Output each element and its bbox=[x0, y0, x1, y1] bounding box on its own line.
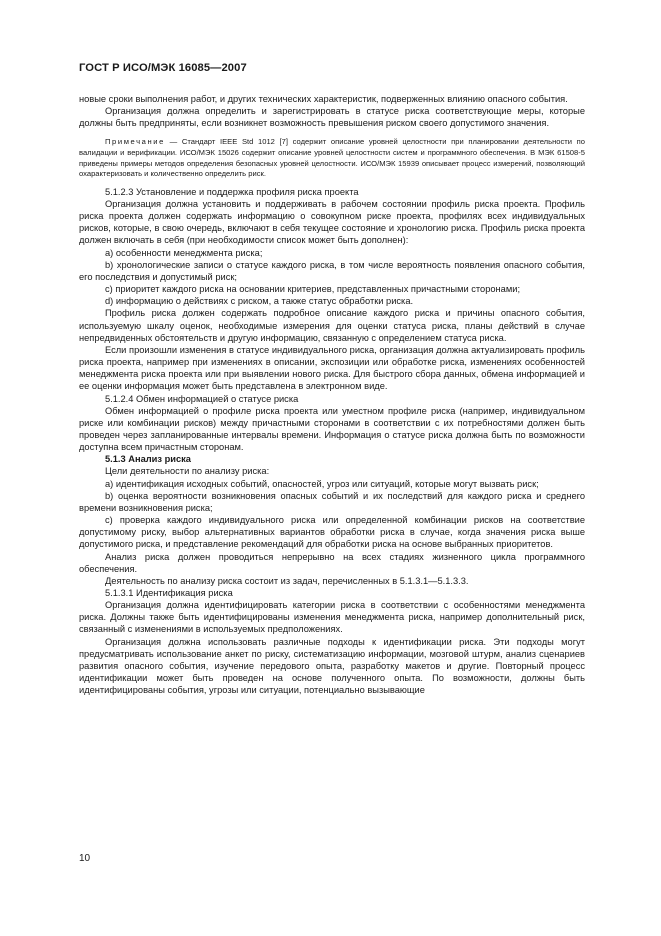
note-label: Примечание bbox=[105, 137, 165, 147]
list-item: b) оценка вероятности возникновения опасных событий и их последствий для каждого риска и среднего времени возникновения риска; bbox=[79, 490, 585, 513]
list-item: d) информацию о действиях с риском, а также статус обработки риска. bbox=[105, 296, 414, 307]
paragraph: Организация должна определить и зарегистрировать в статусе риска соответствующие меры, которые должны быть предприняты, если возникнет возможность превышения риском своего допустимого значения. bbox=[79, 106, 585, 129]
document-body bbox=[79, 93, 585, 696]
paragraph: Организация должна установить и поддерживать в рабочем состоянии профиль риска проекта. Профиль риска проекта должен содержать информацию о совокупном риске проекта, профилях всех индивидуальных рисков, которые, в свою очередь, включают в себя текущее состояние и хронологию риска. Профиль риска проекта должен включать в себя (при необходимости список может быть дополнен): bbox=[79, 199, 585, 246]
list-item: а) идентификация исходных событий, опасностей, угроз или ситуаций, которые могут вызвать риск; bbox=[105, 478, 539, 489]
paragraph: Организация должна использовать различные подходы к идентификации риска. Эти подходы могут предусматривать использование анкет по риску, систематизацию информации, мозговой штурм, анализ сценариев развития опасного события, изучение передового опыта, разработку макетов и другие. Повторный процесс идентификации может быть проведен на основе полученного опыта. По возможности, должны быть идентифицированы события, угрозы или ситуации, потенциально вызывающие bbox=[79, 636, 585, 696]
page-number: 10 bbox=[79, 853, 91, 864]
section-heading-5-1-2-3: 5.1.2.3 Установление и поддержка профиля риска проекта bbox=[105, 186, 359, 197]
section-heading-5-1-3: 5.1.3 Анализ риска bbox=[105, 454, 191, 465]
paragraph: новые сроки выполнения работ, и других технических характеристик, подверженных влиянию опасного события. bbox=[79, 94, 568, 104]
list-item: а) особенности менеджмента риска; bbox=[105, 247, 263, 258]
paragraph: Если произошли изменения в статусе индивидуального риска, организация должна актуализировать профиль риска проекта, например при изменениях в описании, экспозиции или обработке риска, изменениях особенностей менеджмента риска проекта или при выявлении нового риска. Для быстрого сбора данных, обмена информацией и ее оценки информация может быть представлена в электронном виде. bbox=[79, 344, 585, 392]
note bbox=[79, 137, 585, 179]
paragraph: Обмен информацией о профиле риска проекта или уместном профиле риска (например, индивидуальном риске или комбинации рисков) между причастными сторонами в соответствии с их потребностями должен быть проведен через запланированные интервалы времени. Информация о статусе риска должна быть по возможности доступна всем причастным сторонам. bbox=[79, 405, 585, 453]
paragraph: Профиль риска должен содержать подробное описание каждого риска и причины опасного события, используемую шкалу оценок, необходимые измерения для оценки статуса риска, планы действий в случае непредвиденных обстоятельств и другую информацию, связанную с определением статуса риска. bbox=[79, 308, 585, 343]
paragraph: Деятельность по анализу риска состоит из задач, перечисленных в 5.1.3.1—5.1.3.3. bbox=[105, 575, 469, 586]
page-header-title: ГОСТ Р ИСО/МЭК 16085—2007 bbox=[79, 62, 247, 74]
paragraph: Цели деятельности по анализу риска: bbox=[105, 466, 270, 477]
paragraph: Анализ риска должен проводиться непрерывно на всех стадиях жизненного цикла программного обеспечения. bbox=[79, 551, 585, 574]
paragraph: Организация должна идентифицировать категории риска в соответствии с особенностями менеджмента риска. Должны также быть идентифицированы изменения менеджмента риска, например дополнительный риск, связанный с изменениями в используемых предположениях. bbox=[79, 600, 585, 635]
note-text: — Стандарт IEEE Std 1012 [7] содержит описание уровней целостности при планировании деятельности по валидации и верификации. ИСО/МЭК 15026 содержит описание уровней целостности систем и программного обеспечения. В МЭК 61508-5 приведены примеры методов определения безопасных уровней целостности. ИСО/МЭК 15939 описывает процесс измерений, позволяющий охарактеризовать и количественно определить риск. bbox=[79, 137, 585, 179]
list-item: c) приоритет каждого риска на основании критериев, представленных причастными сторонами; bbox=[105, 284, 521, 295]
list-item: c) проверка каждого индивидуального риска или определенной комбинации рисков на соответствие допустимому риску, выбор альтернативных вариантов обработки риска в случае, когда значения риска выше допустимого риска, и представление рекомендаций для обработки риска на основе выбранных приоритетов. bbox=[79, 515, 585, 550]
list-item: b) хронологические записи о статусе каждого риска, в том числе вероятность появления опасного события, его последствия и допустимый риск; bbox=[79, 259, 585, 282]
section-heading-5-1-3-1: 5.1.3.1 Идентификация риска bbox=[105, 588, 233, 598]
section-heading-5-1-2-4: 5.1.2.4 Обмен информацией о статусе риска bbox=[105, 393, 299, 404]
